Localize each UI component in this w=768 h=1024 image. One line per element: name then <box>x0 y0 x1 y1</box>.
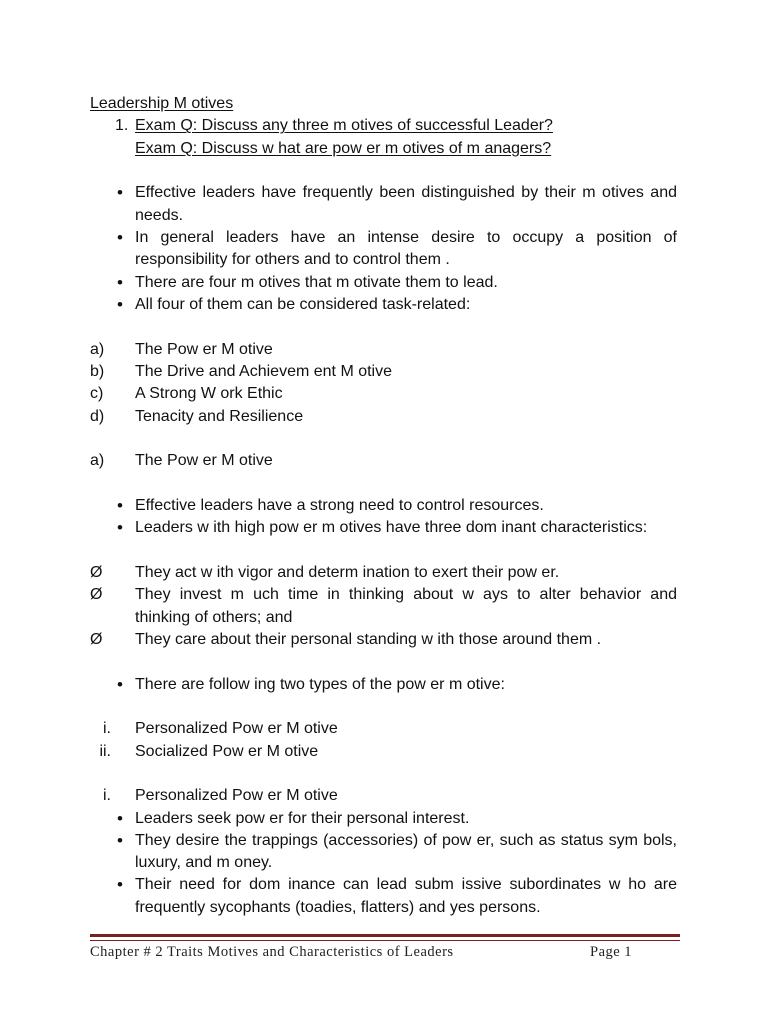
arrow-item <box>90 584 677 629</box>
subsection-title: The Pow er M otive <box>135 452 273 470</box>
text-line-row <box>90 607 677 629</box>
list-marker: a) <box>90 340 105 358</box>
heading-row <box>90 93 677 115</box>
bullet-text-line: All four of them can be considered task-related: <box>135 295 471 313</box>
section-heading: Leadership M otives <box>90 95 234 112</box>
blank-line <box>90 763 677 785</box>
text-line-row <box>90 874 677 896</box>
bullet-icon: • <box>117 294 123 314</box>
text-line-row <box>90 205 677 227</box>
blank-line <box>90 696 677 718</box>
bullet-item <box>90 272 677 294</box>
arrow-item <box>90 629 677 651</box>
bullet-text-line: frequently sycophants (toadies, flatters) and yes persons. <box>135 898 541 916</box>
bullet-text-line: Leaders seek pow er for their personal interest. <box>135 809 470 827</box>
footer-rule-thick <box>90 934 680 937</box>
list-marker: c) <box>90 385 104 403</box>
bullet-text-line: There are follow ing two types of the pow er m otive: <box>135 675 505 693</box>
bullet-item <box>90 227 677 272</box>
arrow-bullet-icon: Ø <box>90 586 103 604</box>
bullet-text-line: luxury, and m oney. <box>135 854 273 872</box>
arrow-item-text-line: They care about their personal standing w ith those around them . <box>135 630 602 648</box>
arrow-bullet-icon: Ø <box>90 630 103 648</box>
bullet-icon: • <box>117 227 123 247</box>
subsection-title-row <box>90 785 677 807</box>
blank-line <box>90 428 677 450</box>
bullet-text-line: needs. <box>135 206 184 224</box>
bullet-text-line: responsibility for others and to control them . <box>135 251 450 269</box>
text-line-row <box>90 182 677 204</box>
text-line-row <box>90 830 677 852</box>
bullet-text-line: Effective leaders have a strong need to control resources. <box>135 496 544 514</box>
motive-list-item <box>90 339 677 361</box>
bullet-text-line: Their need for dom inance can lead subm issive subordinates w ho are <box>135 876 677 894</box>
bullet-item <box>90 830 677 875</box>
bullet-item <box>90 495 677 517</box>
text-line-row <box>90 227 677 249</box>
motive-list-item <box>90 406 677 428</box>
text-line-row <box>90 897 677 919</box>
list-item-text: The Drive and Achievem ent M otive <box>135 362 393 380</box>
footer-rule-thin <box>90 940 680 941</box>
arrow-item-text-line: They invest m uch time in thinking about w ays to alter behavior and <box>135 586 677 604</box>
exam-question-row <box>90 138 677 160</box>
arrow-item-text-line: They act w ith vigor and determ ination to exert their pow er. <box>135 563 560 581</box>
bullet-icon: • <box>117 272 123 292</box>
bullet-item <box>90 808 677 830</box>
bullet-icon: • <box>117 518 123 538</box>
list-item-text: The Pow er M otive <box>135 340 273 358</box>
text-line-row <box>90 852 677 874</box>
roman-list-item <box>90 718 677 740</box>
bullet-item <box>90 517 677 539</box>
motive-list-item <box>90 361 677 383</box>
roman-list-item <box>90 741 677 763</box>
list-item-text: Tenacity and Resilience <box>135 407 304 425</box>
bullet-text-line: There are four m otives that m otivate them to lead. <box>135 273 498 291</box>
bullet-item <box>90 294 677 316</box>
exam-question-number: 1. <box>115 117 129 135</box>
bullet-icon: • <box>117 875 123 895</box>
arrow-item-text-line: thinking of others; and <box>135 608 293 626</box>
footer-page-number: Page 1 <box>590 944 633 960</box>
arrow-item <box>90 562 677 584</box>
motive-list-item <box>90 383 677 405</box>
exam-question: Exam Q: Discuss w hat are pow er m otives of m anagers? <box>135 139 552 157</box>
list-marker: ii. <box>99 742 111 760</box>
bullet-text-line: Leaders w ith high pow er m otives have three dom inant characteristics: <box>135 519 648 537</box>
blank-line <box>90 473 677 495</box>
arrow-bullet-icon: Ø <box>90 563 103 581</box>
subsection-title: Personalized Pow er M otive <box>135 787 338 805</box>
blank-line <box>90 540 677 562</box>
list-marker: a) <box>90 452 105 470</box>
list-marker: b) <box>90 362 105 380</box>
list-marker: i. <box>103 720 111 738</box>
blank-line <box>90 651 677 673</box>
list-item-text: Personalized Pow er M otive <box>135 720 338 738</box>
footer-chapter-title: Chapter # 2 Traits Motives and Characteristics of Leaders <box>90 944 454 960</box>
subsection-title-row <box>90 450 677 472</box>
text-line-row <box>90 249 677 271</box>
bullet-item <box>90 674 677 696</box>
text-line-row <box>90 584 677 606</box>
bullet-icon: • <box>117 808 123 828</box>
list-item-text: Socialized Pow er M otive <box>135 742 319 760</box>
bullet-text-line: Effective leaders have frequently been distinguished by their m otives and <box>135 184 677 202</box>
bullet-icon: • <box>117 674 123 694</box>
page-body <box>90 93 677 919</box>
bullet-item <box>90 874 677 919</box>
bullet-text-line: In general leaders have an intense desire to occupy a position of <box>135 228 677 246</box>
list-marker: i. <box>103 787 111 805</box>
bullet-text-line: They desire the trappings (accessories) of pow er, such as status sym bols, <box>135 831 677 849</box>
bullet-item <box>90 182 677 227</box>
bullet-icon: • <box>117 830 123 850</box>
list-marker: d) <box>90 407 105 425</box>
blank-line <box>90 160 677 182</box>
bullet-icon: • <box>117 495 123 515</box>
bullet-icon: • <box>117 183 123 203</box>
exam-question-row <box>90 115 677 137</box>
exam-question: Exam Q: Discuss any three m otives of successful Leader? <box>135 117 553 135</box>
blank-line <box>90 316 677 338</box>
list-item-text: A Strong W ork Ethic <box>135 385 283 403</box>
